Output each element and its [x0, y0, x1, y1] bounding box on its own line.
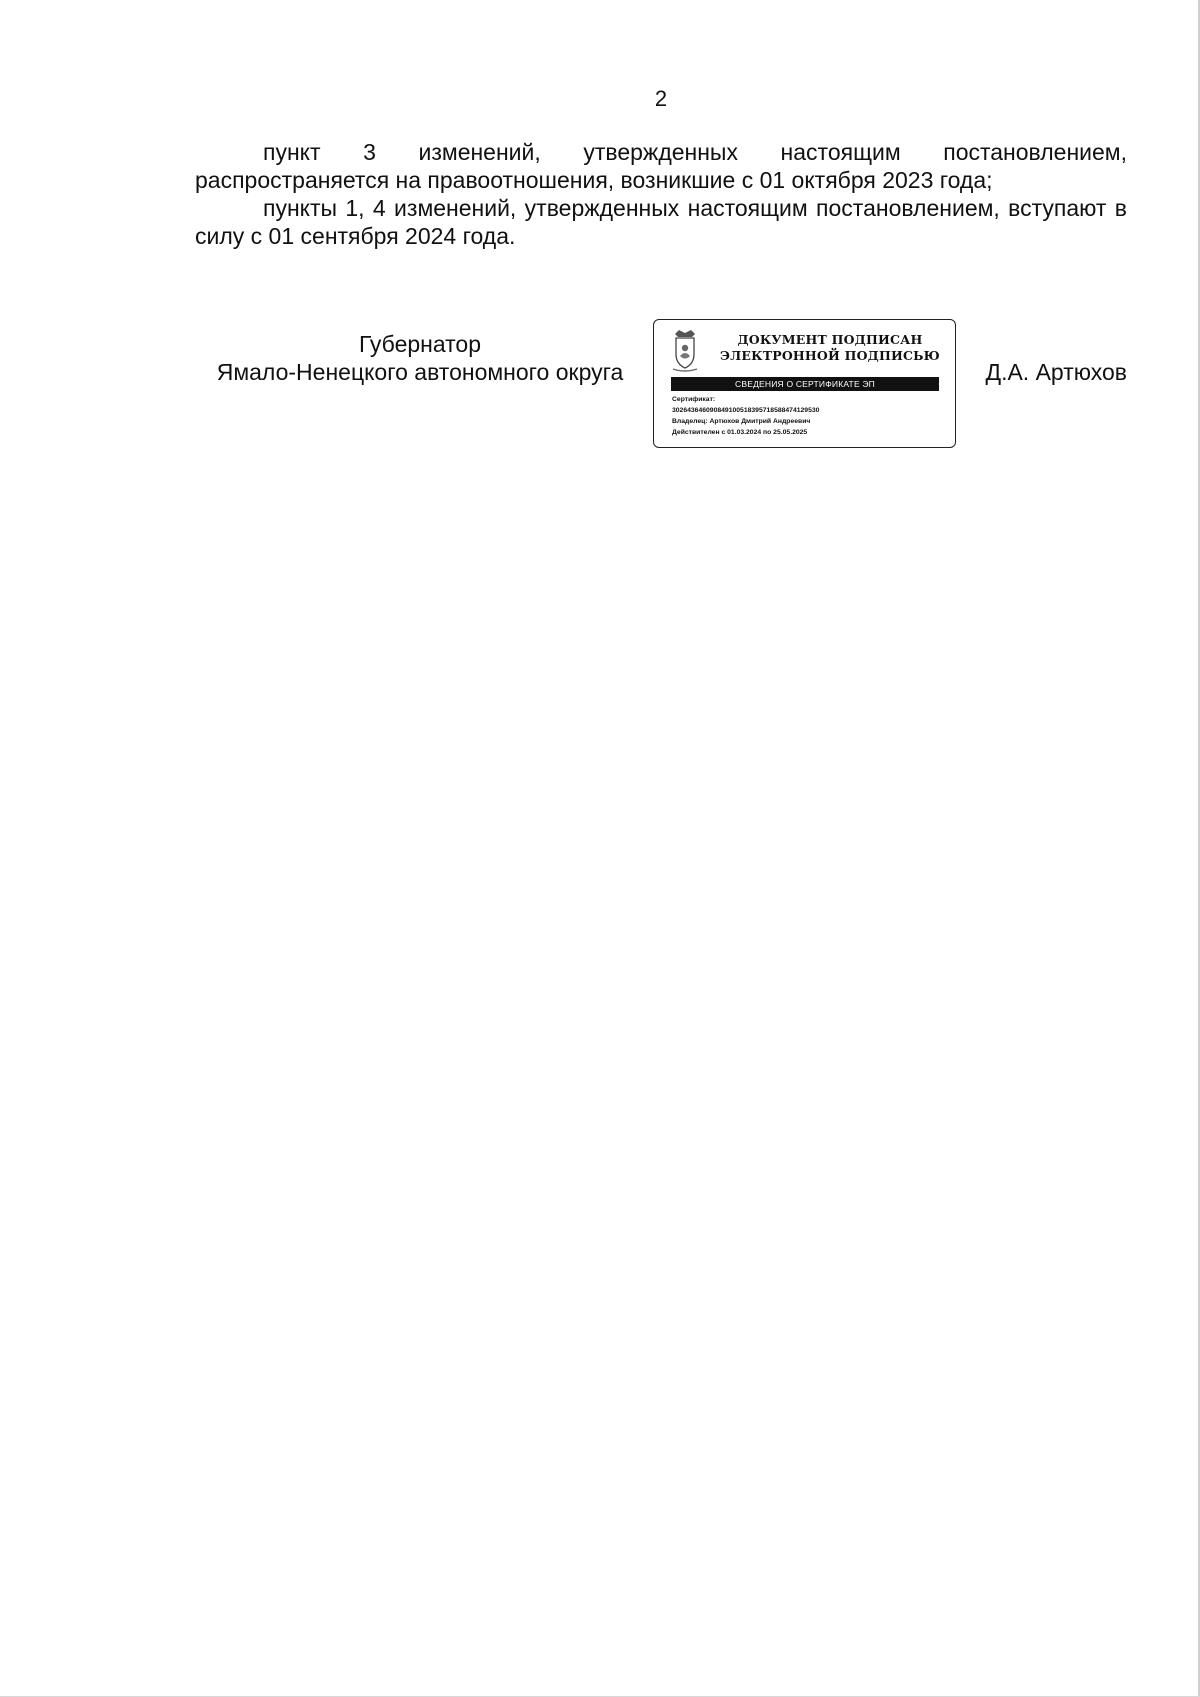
certificate-validity: Действителен с 01.03.2024 по 25.05.2025 — [672, 429, 808, 436]
certificate-owner: Владелец: Артюхов Дмитрий Андреевич — [672, 418, 811, 425]
certificate-details — [672, 394, 947, 438]
coat-of-arms-emblem — [668, 328, 702, 372]
paragraph: пункты 1, 4 изменений, утвержденных настоящим постановлением, вступают в силу с 01 сентября 2024 года. — [195, 195, 1127, 249]
position-region: Ямало-Ненецкого автономного округа — [216, 359, 624, 385]
signatory-name: Д.А. Артюхов — [985, 359, 1127, 385]
page-number: 2 — [654, 86, 668, 111]
document-body — [195, 138, 1127, 250]
paragraph: пункт 3 изменений, утвержденных настоящим постановлением, распространяется на правоотношения, возникшие с 01 октября 2023 года; — [195, 139, 1127, 193]
signatory-position — [194, 330, 646, 386]
certificate-info-bar: СВЕДЕНИЯ О СЕРТИФИКАТЕ ЭП — [671, 377, 939, 391]
stamp-title: ДОКУМЕНТ ПОДПИСАН ЭЛЕКТРОННОЙ ПОДПИСЬЮ — [720, 332, 940, 363]
certificate-label: Сертификат: — [672, 396, 716, 403]
position-title: Губернатор — [358, 331, 482, 357]
electronic-signature-stamp — [653, 319, 956, 448]
certificate-number: 302643646090849100518395718588474129530 — [672, 407, 820, 414]
